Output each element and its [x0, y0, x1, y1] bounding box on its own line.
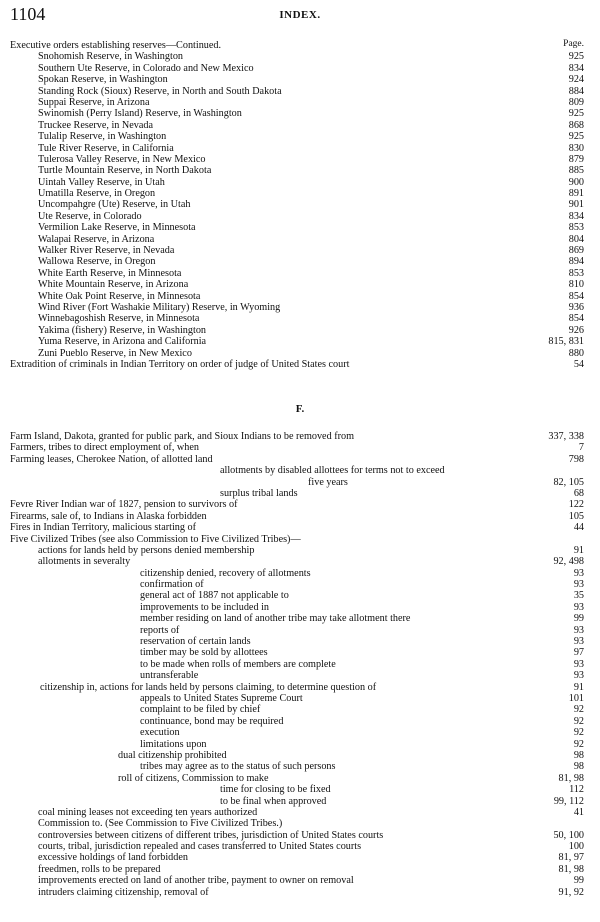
index-entry-page: 901 — [566, 199, 584, 210]
index-entry — [0, 86, 600, 97]
index-entry-text: to be final when approved — [220, 796, 329, 807]
index-entry-page: 879 — [566, 154, 584, 165]
index-entry-page: 99 — [571, 613, 584, 624]
index-entry-page: 815, 831 — [545, 336, 584, 347]
index-entry-text: Winnebagoshish Reserve, in Minnesota — [38, 313, 202, 324]
index-entry-text: Snohomish Reserve, in Washington — [38, 51, 186, 62]
index-entry — [0, 165, 600, 176]
index-entry-text: roll of citizens, Commission to make — [118, 773, 272, 784]
index-entry-text: Standing Rock (Sioux) Reserve, in North and South Dakota — [38, 86, 285, 97]
index-entry-page: 82, 105 — [550, 477, 584, 488]
index-entry-page: 854 — [566, 291, 584, 302]
index-entry-text: intruders claiming citizenship, removal of — [38, 887, 212, 898]
index-entry — [0, 887, 600, 898]
index-entry-text: Farming leases, Cherokee Nation, of allotted land — [10, 454, 216, 465]
index-entry-page: 869 — [566, 245, 584, 256]
index-entry-page: 101 — [566, 693, 584, 704]
index-entry — [0, 499, 600, 510]
index-entry-text: surplus tribal lands — [220, 488, 301, 499]
index-entry-page: 98 — [571, 750, 584, 761]
index-entry — [0, 488, 600, 499]
index-entry — [0, 716, 600, 727]
index-entry — [0, 761, 600, 772]
index-entry-text: White Oak Point Reserve, in Minnesota — [38, 291, 203, 302]
index-entry-text: Umatilla Reserve, in Oregon — [38, 188, 158, 199]
page-number: 1104 — [10, 4, 46, 24]
index-entry — [0, 143, 600, 154]
index-section-e — [0, 40, 600, 370]
index-entry-page: 81, 98 — [556, 773, 584, 784]
index-entry-text: five years — [308, 477, 351, 488]
index-entry-text: improvements to be included in — [140, 602, 272, 613]
index-entry-page: 868 — [566, 120, 584, 131]
index-entry-text: Tulerosa Valley Reserve, in New Mexico — [38, 154, 209, 165]
index-entry-page: 925 — [566, 51, 584, 62]
index-entry-text: controversies between citizens of different tribes, jurisdiction of United States courts — [38, 830, 386, 841]
index-entry-page: 105 — [566, 511, 584, 522]
index-entry — [0, 830, 600, 841]
index-entry-page: 924 — [566, 74, 584, 85]
index-entry — [0, 841, 600, 852]
index-entry-text: Tule River Reserve, in California — [38, 143, 177, 154]
index-entry — [0, 97, 600, 108]
index-entry — [0, 670, 600, 681]
index-entry — [0, 568, 600, 579]
section-letter-f: F. — [295, 403, 305, 415]
index-entry-page: 93 — [571, 602, 584, 613]
index-entry-page: 41 — [571, 807, 584, 818]
index-entry-text: dual citizenship prohibited — [118, 750, 230, 761]
index-entry-text: Wind River (Fort Washakie Military) Reserve, in Wyoming — [38, 302, 283, 313]
index-entry-text: timber may be sold by allottees — [140, 647, 271, 658]
index-entry-text: Uintah Valley Reserve, in Utah — [38, 177, 168, 188]
index-entry — [0, 477, 600, 488]
index-entry — [0, 750, 600, 761]
index-entry-text: complaint to be filed by chief — [140, 704, 263, 715]
index-entry-page: 91, 92 — [556, 887, 584, 898]
index-entry-page: 93 — [571, 625, 584, 636]
index-entry-text: allotments by disabled allottees for terms not to exceed — [220, 465, 448, 476]
index-entry — [0, 177, 600, 188]
index-entry-text: Vermilion Lake Reserve, in Minnesota — [38, 222, 199, 233]
index-entry-text: Commission to. (See Commission to Five Civilized Tribes.) — [38, 818, 285, 829]
index-entry — [0, 279, 600, 290]
index-entry — [0, 131, 600, 142]
index-section-f — [0, 431, 600, 898]
index-entry — [0, 693, 600, 704]
index-entry-text: Fevre River Indian war of 1827, pension to survivors of — [10, 499, 240, 510]
index-entry-page: 93 — [571, 568, 584, 579]
index-entry-page: 337, 338 — [545, 431, 584, 442]
index-entry — [0, 579, 600, 590]
index-entry-text: courts, tribal, jurisdiction repealed and cases transferred to United States courts — [38, 841, 364, 852]
index-entry-text: Wallowa Reserve, in Oregon — [38, 256, 158, 267]
index-entry-page: 900 — [566, 177, 584, 188]
index-entry-text: White Earth Reserve, in Minnesota — [38, 268, 184, 279]
index-entry — [0, 522, 600, 533]
index-entry — [0, 245, 600, 256]
index-entry-page: 112 — [566, 784, 584, 795]
index-entry-page: 35 — [571, 590, 584, 601]
index-entry — [0, 636, 600, 647]
index-entry-page: 891 — [566, 188, 584, 199]
index-entry — [0, 818, 600, 829]
index-entry-page: 93 — [571, 579, 584, 590]
index-entry — [0, 727, 600, 738]
index-entry-page: 798 — [566, 454, 584, 465]
index-entry — [0, 613, 600, 624]
index-entry — [0, 534, 600, 545]
index-entry-text: citizenship denied, recovery of allotments — [140, 568, 314, 579]
index-entry-text: Uncompahgre (Ute) Reserve, in Utah — [38, 199, 193, 210]
index-entry — [0, 348, 600, 359]
index-entry-page: 926 — [566, 325, 584, 336]
index-entry-page: 97 — [571, 647, 584, 658]
index-entry — [0, 188, 600, 199]
index-entry — [0, 852, 600, 863]
index-entry-text: Tulalip Reserve, in Washington — [38, 131, 169, 142]
index-entry — [0, 545, 600, 556]
index-entry-text: Five Civilized Tribes (see also Commission to Five Civilized Tribes)— — [10, 534, 304, 545]
index-entry-text: Yakima (fishery) Reserve, in Washington — [38, 325, 209, 336]
index-entry-text: allotments in severalty — [38, 556, 133, 567]
index-entry — [0, 682, 600, 693]
index-entry-page: 92 — [571, 704, 584, 715]
index-entry-text: continuance, bond may be required — [140, 716, 286, 727]
index-entry-page: 81, 97 — [556, 852, 584, 863]
index-entry-text: general act of 1887 not applicable to — [140, 590, 292, 601]
index-entry-text: Walapai Reserve, in Arizona — [38, 234, 157, 245]
index-entry-text: confirmation of — [140, 579, 207, 590]
index-entry-page: 92 — [571, 739, 584, 750]
index-entry-text: citizenship in, actions for lands held by persons claiming, to determine question of — [40, 682, 379, 693]
index-entry — [0, 739, 600, 750]
index-entry — [0, 40, 600, 51]
index-entry-page: 830 — [566, 143, 584, 154]
index-entry-page: 93 — [571, 659, 584, 670]
index-entry — [0, 234, 600, 245]
index-entry-text: Firearms, sale of, to Indians in Alaska forbidden — [10, 511, 210, 522]
index-entry-text: improvements erected on land of another tribe, payment to owner on removal — [38, 875, 357, 886]
index-entry-page: 99, 112 — [551, 796, 584, 807]
index-entry — [0, 602, 600, 613]
index-entry — [0, 659, 600, 670]
index-entry — [0, 511, 600, 522]
index-entry — [0, 154, 600, 165]
index-entry-page: 809 — [566, 97, 584, 108]
index-entry — [0, 211, 600, 222]
index-entry-page: 99 — [571, 875, 584, 886]
index-entry-text: Walker River Reserve, in Nevada — [38, 245, 177, 256]
index-entry — [0, 454, 600, 465]
index-entry-text: untransferable — [140, 670, 201, 681]
index-entry-page: 810 — [566, 279, 584, 290]
index-entry — [0, 773, 600, 784]
index-entry-text: Suppai Reserve, in Arizona — [38, 97, 152, 108]
index-entry-page: 50, 100 — [550, 830, 584, 841]
index-entry-text: execution — [140, 727, 183, 738]
index-entry-page: 885 — [566, 165, 584, 176]
index-entry-page: 834 — [566, 63, 584, 74]
index-entry-page: 98 — [571, 761, 584, 772]
index-entry-page: 54 — [571, 359, 584, 370]
index-entry — [0, 625, 600, 636]
index-entry-text: Truckee Reserve, in Nevada — [38, 120, 156, 131]
index-entry-page: 100 — [566, 841, 584, 852]
index-entry — [0, 120, 600, 131]
index-entry-text: actions for lands held by persons denied membership — [38, 545, 257, 556]
index-entry-page: 44 — [571, 522, 584, 533]
index-entry-text: Executive orders establishing reserves—Continued. — [10, 40, 224, 51]
index-entry-text: Extradition of criminals in Indian Territory on order of judge of United States court — [10, 359, 352, 370]
index-entry-page: 91 — [571, 682, 584, 693]
index-entry — [0, 784, 600, 795]
index-entry-page: 853 — [566, 222, 584, 233]
index-entry — [0, 222, 600, 233]
index-entry-text: excessive holdings of land forbidden — [38, 852, 191, 863]
index-entry — [0, 268, 600, 279]
index-entry — [0, 704, 600, 715]
index-entry-text: Yuma Reserve, in Arizona and California — [38, 336, 209, 347]
index-entry-page: 93 — [571, 636, 584, 647]
index-entry-page: 92 — [571, 727, 584, 738]
index-entry — [0, 256, 600, 267]
index-entry-text: reports of — [140, 625, 182, 636]
index-entry — [0, 291, 600, 302]
index-entry-page: 92 — [571, 716, 584, 727]
index-entry-page: 853 — [566, 268, 584, 279]
index-entry-text: reservation of certain lands — [140, 636, 254, 647]
index-entry — [0, 807, 600, 818]
index-entry-text: coal mining leases not exceeding ten years authorized — [38, 807, 260, 818]
index-entry-text: tribes may agree as to the status of such persons — [140, 761, 339, 772]
index-entry-text: member residing on land of another tribe may take allotment there — [140, 613, 413, 624]
index-entry — [0, 51, 600, 62]
index-entry-page: 936 — [566, 302, 584, 313]
index-entry-page: 894 — [566, 256, 584, 267]
index-entry-page: 93 — [571, 670, 584, 681]
index-entry — [0, 875, 600, 886]
index-entry-page: 81, 98 — [556, 864, 584, 875]
index-entry-text: limitations upon — [140, 739, 210, 750]
index-entry-text: appeals to United States Supreme Court — [140, 693, 306, 704]
index-entry — [0, 74, 600, 85]
index-entry-page: 884 — [566, 86, 584, 97]
index-entry — [0, 63, 600, 74]
index-entry — [0, 590, 600, 601]
index-entry-page: 7 — [576, 442, 584, 453]
index-entry — [0, 442, 600, 453]
index-entry-page: 68 — [571, 488, 584, 499]
index-entry-page: 834 — [566, 211, 584, 222]
index-entry — [0, 336, 600, 347]
index-entry-text: Zuni Pueblo Reserve, in New Mexico — [38, 348, 195, 359]
index-entry — [0, 199, 600, 210]
index-entry-page: 92, 498 — [550, 556, 584, 567]
index-entry — [0, 796, 600, 807]
index-entry-page: 804 — [566, 234, 584, 245]
index-entry — [0, 647, 600, 658]
index-entry — [0, 864, 600, 875]
index-entry-page: 880 — [566, 348, 584, 359]
index-entry-text: Fires in Indian Territory, malicious starting of — [10, 522, 199, 533]
index-entry — [0, 325, 600, 336]
index-entry — [0, 359, 600, 370]
index-entry — [0, 556, 600, 567]
index-entry — [0, 431, 600, 442]
page-title: INDEX. — [279, 9, 321, 21]
index-entry-page: 925 — [566, 108, 584, 119]
index-entry-text: White Mountain Reserve, in Arizona — [38, 279, 191, 290]
index-entry-text: Farm Island, Dakota, granted for public park, and Sioux Indians to be removed from — [10, 431, 357, 442]
index-entry-text: Spokan Reserve, in Washington — [38, 74, 171, 85]
index-entry-text: to be made when rolls of members are complete — [140, 659, 339, 670]
index-entry-page: 91 — [571, 545, 584, 556]
index-entry — [0, 465, 600, 476]
index-entry-text: Ute Reserve, in Colorado — [38, 211, 145, 222]
index-entry-page: 854 — [566, 313, 584, 324]
index-entry-text: Farmers, tribes to direct employment of, when — [10, 442, 202, 453]
index-entry-text: Turtle Mountain Reserve, in North Dakota — [38, 165, 214, 176]
index-entry-text: Swinomish (Perry Island) Reserve, in Washington — [38, 108, 245, 119]
index-entry-text: time for closing to be fixed — [220, 784, 334, 795]
index-entry — [0, 108, 600, 119]
page-column-label: Page. — [563, 39, 584, 49]
index-entry-page: 122 — [566, 499, 584, 510]
index-entry-text: freedmen, rolls to be prepared — [38, 864, 163, 875]
index-entry — [0, 302, 600, 313]
index-entry-text: Southern Ute Reserve, in Colorado and New Mexico — [38, 63, 257, 74]
index-entry-page: 925 — [566, 131, 584, 142]
index-entry — [0, 313, 600, 324]
